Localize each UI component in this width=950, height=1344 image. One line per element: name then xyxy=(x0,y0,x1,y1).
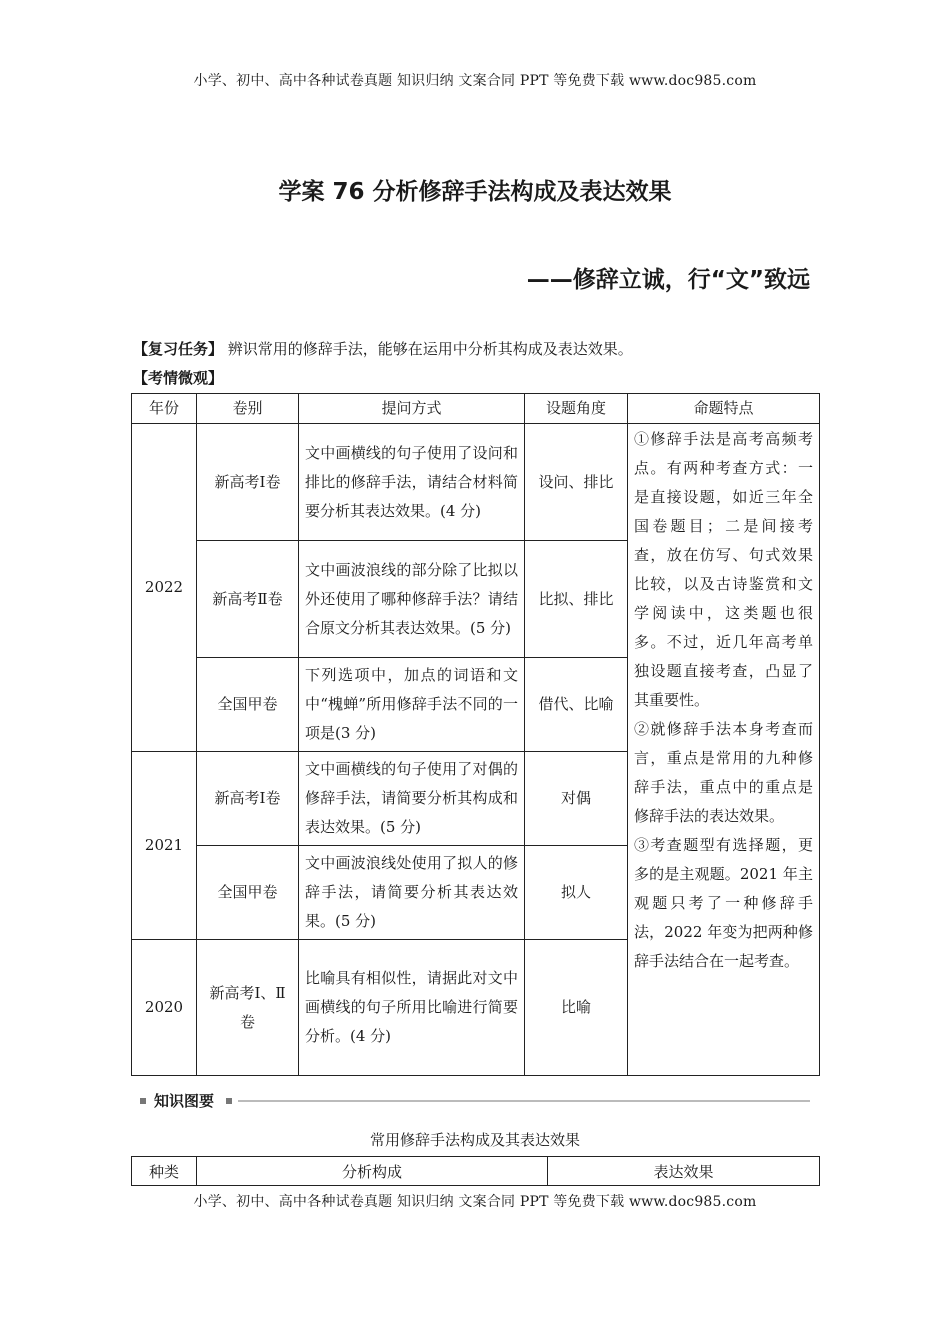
review-task-text: 辨识常用的修辞手法，能够在运用中分析其构成及表达效果。 xyxy=(227,340,633,358)
header-paper: 卷别 xyxy=(197,394,299,424)
angle-cell: 拟人 xyxy=(525,846,628,940)
header-type: 种类 xyxy=(132,1157,197,1186)
question-cell: 文中画波浪线的部分除了比拟以外还使用了哪种修辞手法？请结合原文分析其表达效果。(5 分) xyxy=(299,541,525,658)
exam-overview-label: 【考情微观】 xyxy=(133,369,224,387)
header-question: 提问方式 xyxy=(299,394,525,424)
features-cell xyxy=(628,424,820,1076)
year-cell: 2020 xyxy=(132,940,197,1076)
question-cell: 文中画波浪线处使用了拟人的修辞手法，请简要分析其表达效果。(5 分) xyxy=(299,846,525,940)
exam-overview-heading xyxy=(133,367,223,388)
square-bullet-icon xyxy=(226,1098,232,1104)
lesson-subtitle: ——修辞立诚，行“文”致远 xyxy=(526,267,810,293)
page-header: 小学、初中、高中各种试卷真题 知识归纳 文案合同 PPT 等免费下载 www.doc985.com xyxy=(193,73,757,89)
year-cell: 2022 xyxy=(132,424,197,752)
angle-cell: 对偶 xyxy=(525,752,628,846)
paper-cell: 新高考Ⅰ卷 xyxy=(197,752,299,846)
exam-table-header-row xyxy=(132,394,820,424)
paper-cell: 新高考Ⅰ卷 xyxy=(197,424,299,541)
paper-cell: 新高考Ⅰ、Ⅱ卷 xyxy=(197,940,299,1076)
header-angle: 设题角度 xyxy=(525,394,628,424)
knowledge-section-label: 知识图要 xyxy=(154,1092,215,1110)
header-features: 命题特点 xyxy=(628,394,820,424)
angle-cell: 借代、比喻 xyxy=(525,658,628,752)
review-task xyxy=(133,338,633,359)
feature-item: ②就修辞手法本身考查而言，重点是常用的九种修辞手法，重点中的重点是修辞手法的表达效果。 xyxy=(634,720,813,825)
review-task-label: 【复习任务】 xyxy=(133,340,224,358)
header-analysis: 分析构成 xyxy=(197,1157,548,1186)
question-cell: 下列选项中，加点的词语和文中“槐蝉”所用修辞手法不同的一项是(3 分) xyxy=(299,658,525,752)
angle-cell: 设问、排比 xyxy=(525,424,628,541)
page-footer: 小学、初中、高中各种试卷真题 知识归纳 文案合同 PPT 等免费下载 www.doc985.com xyxy=(193,1194,757,1210)
rhetoric-table xyxy=(131,1156,820,1186)
section-divider xyxy=(238,1100,810,1102)
knowledge-section-bar xyxy=(140,1090,810,1114)
paper-cell: 全国甲卷 xyxy=(197,658,299,752)
table-row xyxy=(132,424,820,541)
feature-item: ③考查题型有选择题，更多的是主观题。2021 年主观题只考了一种修辞手法，2022 年变为把两种修辞手法结合在一起考查。 xyxy=(634,836,813,970)
angle-cell: 比喻 xyxy=(525,940,628,1076)
question-cell: 文中画横线的句子使用了对偶的修辞手法，请简要分析其构成和表达效果。(5 分) xyxy=(299,752,525,846)
paper-cell: 全国甲卷 xyxy=(197,846,299,940)
lesson-title: 学案 76 分析修辞手法构成及表达效果 xyxy=(278,179,672,205)
header-year: 年份 xyxy=(132,394,197,424)
feature-item: ①修辞手法是高考高频考点。有两种考查方式：一是直接设题，如近三年全国卷题目；二是间接考查，放在仿写、句式效果比较，以及古诗鉴赏和文学阅读中，这类题也很多。不过，近几年高考单独设题直接考查，凸显了其重要性。 xyxy=(634,430,813,709)
question-cell: 文中画横线的句子使用了设问和排比的修辞手法，请结合材料简要分析其表达效果。(4 分) xyxy=(299,424,525,541)
square-bullet-icon xyxy=(140,1098,146,1104)
paper-cell: 新高考Ⅱ卷 xyxy=(197,541,299,658)
rhetoric-table-header-row xyxy=(132,1157,820,1186)
exam-table xyxy=(131,393,820,1076)
question-cell: 比喻具有相似性，请据此对文中画横线的句子所用比喻进行简要分析。(4 分) xyxy=(299,940,525,1076)
year-cell: 2021 xyxy=(132,752,197,940)
table2-title: 常用修辞手法构成及其表达效果 xyxy=(369,1131,580,1149)
angle-cell: 比拟、排比 xyxy=(525,541,628,658)
header-effect: 表达效果 xyxy=(548,1157,820,1186)
